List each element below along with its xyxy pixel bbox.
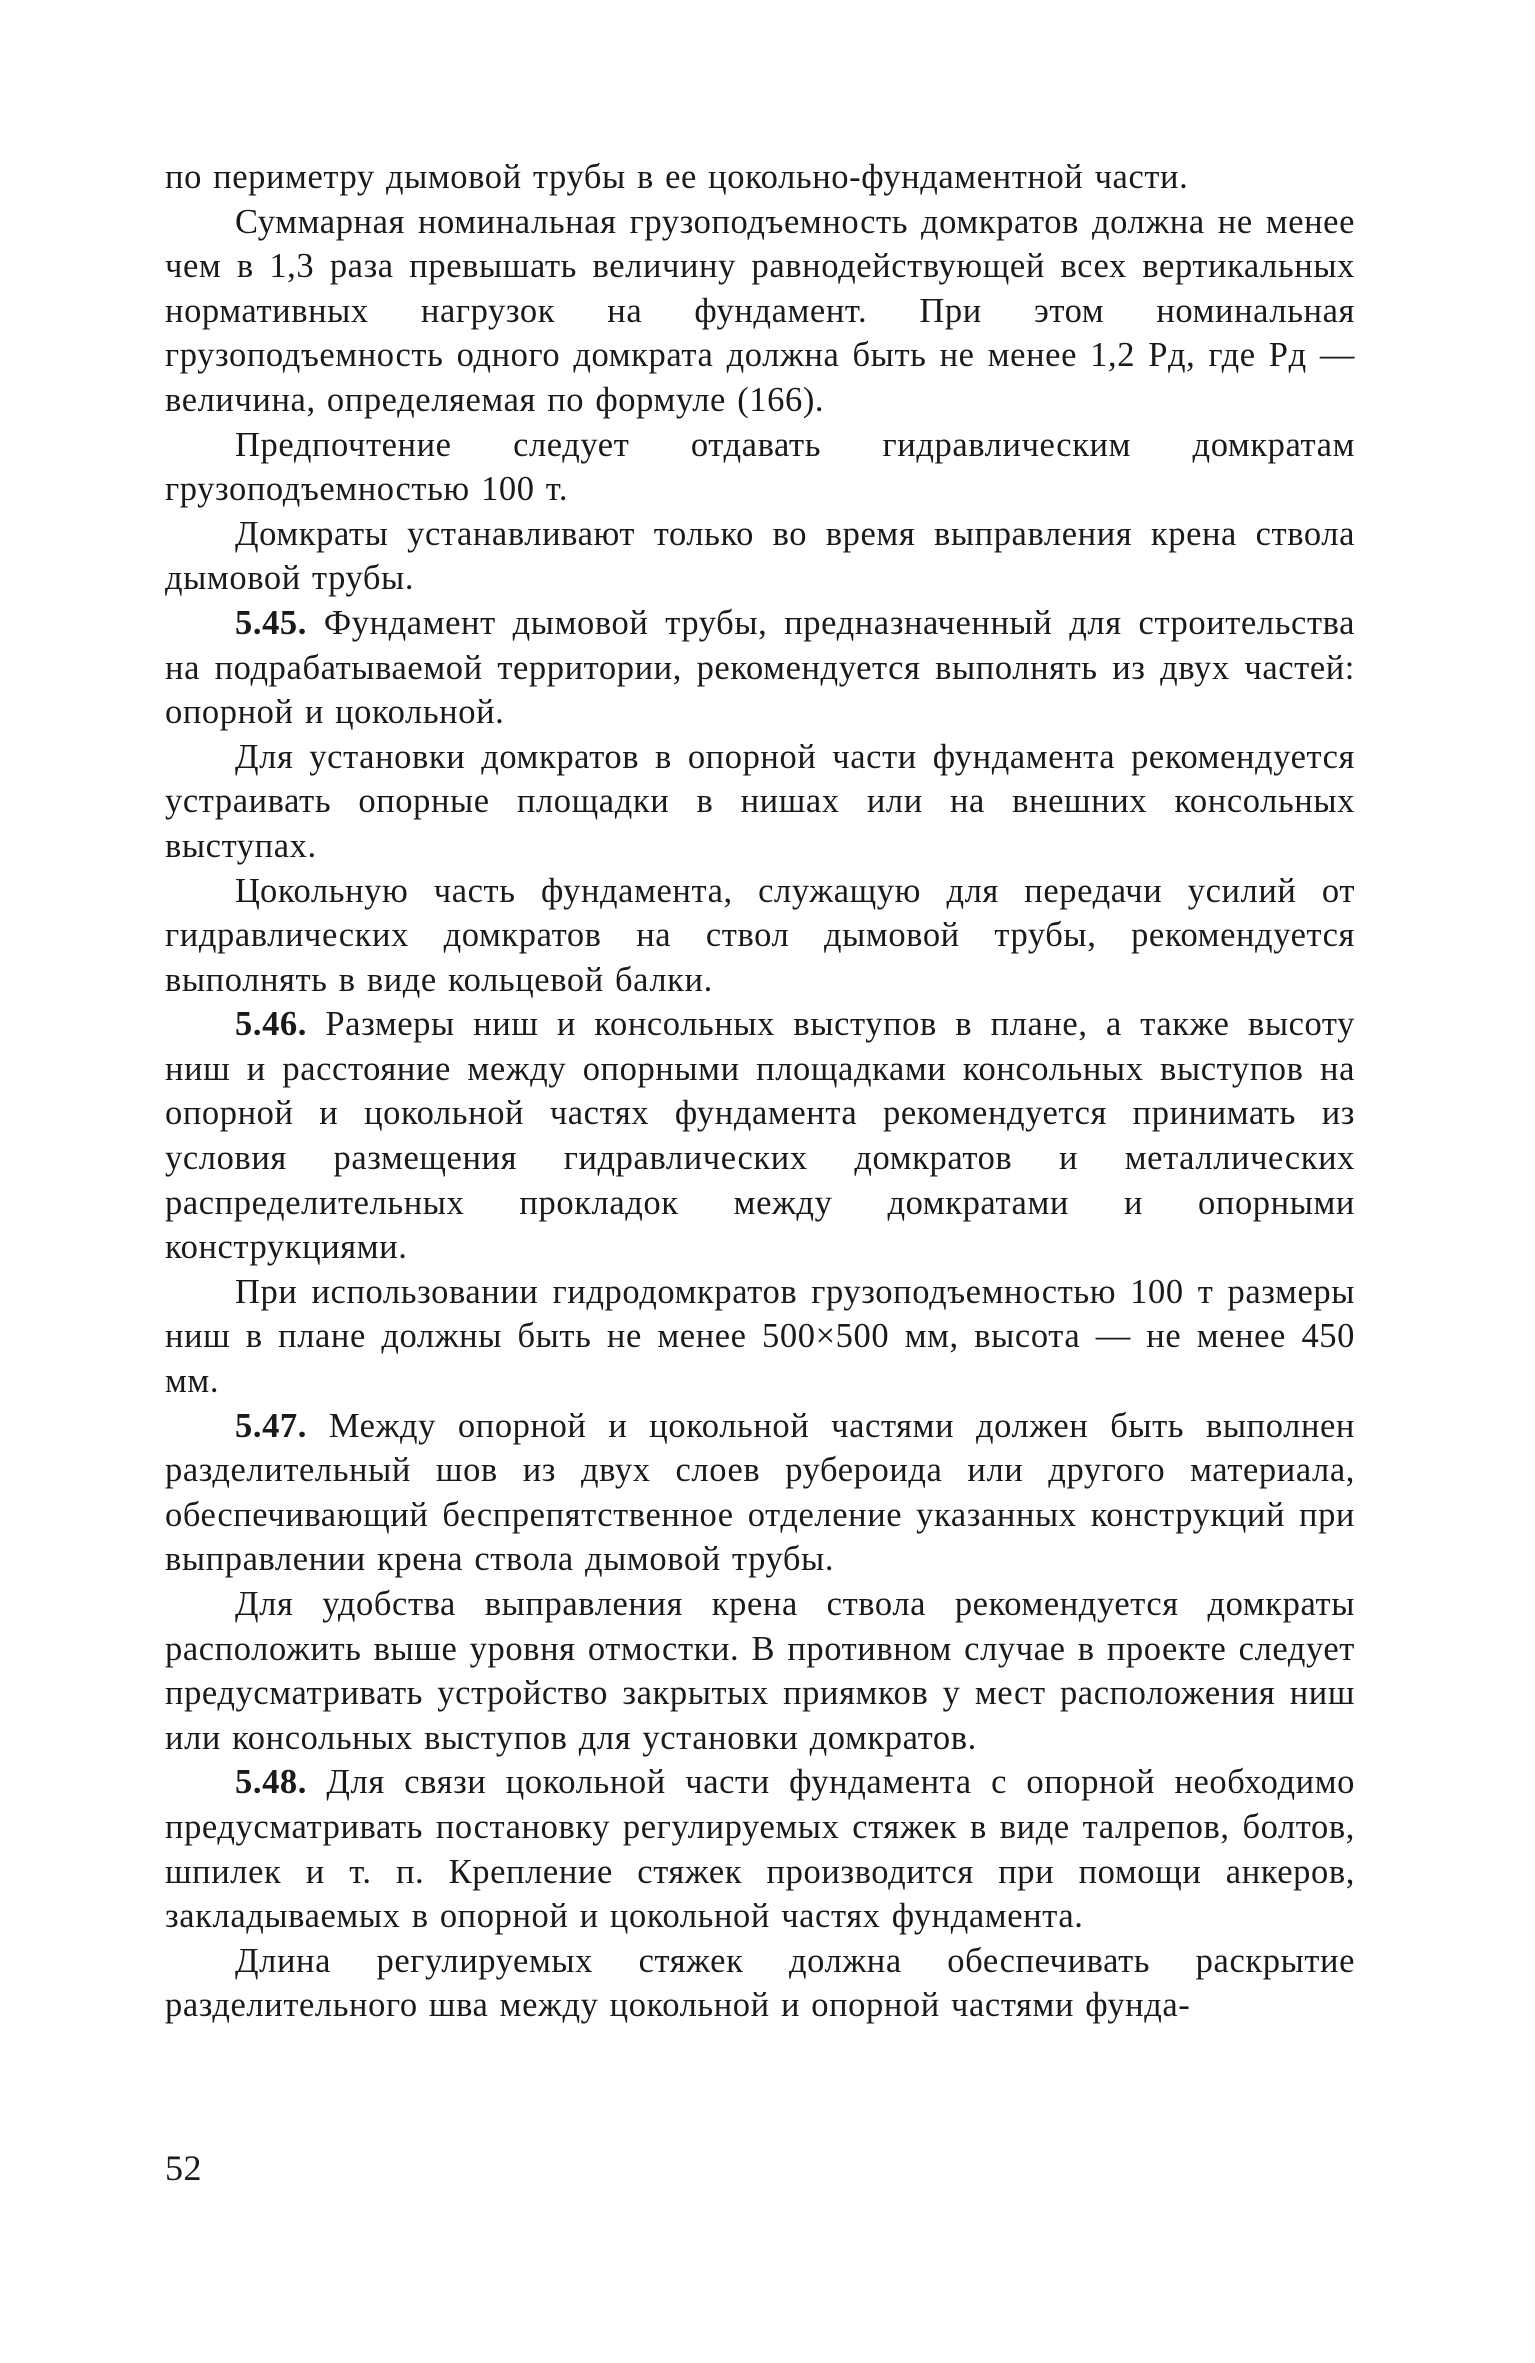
paragraph-text: по периметру дымовой трубы в ее цокольно-фундаментной части.: [165, 158, 1189, 196]
paragraph-text: Цокольную часть фундамента, служащую для передачи усилий от гидравлических домкратов на ствол дымовой трубы, рекомендуется выполнять в виде кольцевой балки.: [165, 871, 1355, 999]
paragraph-text: Фундамент дымовой трубы, предназначенный для строительства на подрабатываемой территории, рекомендуется выполнять из двух частей: опорной и цокольной.: [165, 603, 1355, 732]
paragraph-text: Предпочтение следует отдавать гидравлическим домкратам грузоподъемностью 100 т.: [165, 425, 1355, 509]
paragraph: [165, 735, 1355, 869]
section-number: 5.48.: [235, 1763, 307, 1802]
section-5-48-paragraph: [165, 1760, 1355, 1938]
paragraph: [165, 512, 1355, 601]
section-5-46-paragraph: [165, 1002, 1355, 1270]
paragraph: [165, 1582, 1355, 1760]
paragraph-text: Для установки домкратов в опорной части фундамента рекомендуется устраивать опорные площадки в нишах или на внешних консольных выступах.: [165, 737, 1355, 865]
paragraph: [165, 200, 1355, 423]
paragraph-text: Домкраты устанавливают только во время выправления крена ствола дымовой трубы.: [165, 514, 1355, 598]
page-number: 52: [165, 2148, 202, 2188]
paragraph: [165, 1939, 1355, 2028]
section-number: 5.45.: [235, 603, 307, 642]
page-body-text: [165, 155, 1355, 2028]
paragraph: [165, 155, 1355, 200]
paragraph-text: Суммарная номинальная грузоподъемность домкратов должна не менее чем в 1,3 раза превышать величину равнодействующей всех вертикальных нормативных нагрузок на фундамент. При этом номинальная грузоподъемность одного домкрата должна быть не менее 1,2 Pд, где Pд — величина, определяемая по формуле (166).: [165, 202, 1355, 419]
section-5-45-paragraph: [165, 601, 1355, 735]
paragraph-text: Длина регулируемых стяжек должна обеспечивать раскрытие разделительного шва между цокольной и опорной частями фунда-: [165, 1941, 1355, 2025]
paragraph: [165, 869, 1355, 1003]
section-number: 5.47.: [235, 1406, 307, 1445]
paragraph: [165, 1270, 1355, 1404]
paragraph: [165, 423, 1355, 512]
paragraph-text: При использовании гидродомкратов грузоподъемностью 100 т размеры ниш в плане должны быть не менее 500×500 мм, высота — не менее 450 мм.: [165, 1272, 1355, 1401]
section-number: 5.46.: [235, 1005, 307, 1044]
paragraph-text: Для связи цокольной части фундамента с опорной необходимо предусматривать постановку регулируемых стяжек в виде талрепов, болтов, шпилек и т. п. Крепление стяжек производится при помощи анкеров, закладываемых в опорной и цокольной частях фундамента.: [165, 1763, 1355, 1936]
paragraph-text: Между опорной и цокольной частями должен быть выполнен разделительный шов из двух слоев рубероида или другого материала, обеспечивающий беспрепятственное отделение указанных конструкций при выправлении крена ствола дымовой трубы.: [165, 1406, 1355, 1579]
paragraph-text: Для удобства выправления крена ствола рекомендуется домкраты расположить выше уровня отмостки. В противном случае в проекте следует предусматривать устройство закрытых приямков у мест расположения ниш или консольных выступов для установки домкратов.: [165, 1585, 1355, 1757]
paragraph-text: Размеры ниш и консольных выступов в плане, а также высоту ниш и расстояние между опорными площадками консольных выступов на опорной и цокольной частях фундамента рекомендуется принимать из условия размещения гидравлических домкратов и металлических распределительных прокладок между домкратами и опорными конструкциями.: [165, 1005, 1355, 1267]
section-5-47-paragraph: [165, 1404, 1355, 1582]
